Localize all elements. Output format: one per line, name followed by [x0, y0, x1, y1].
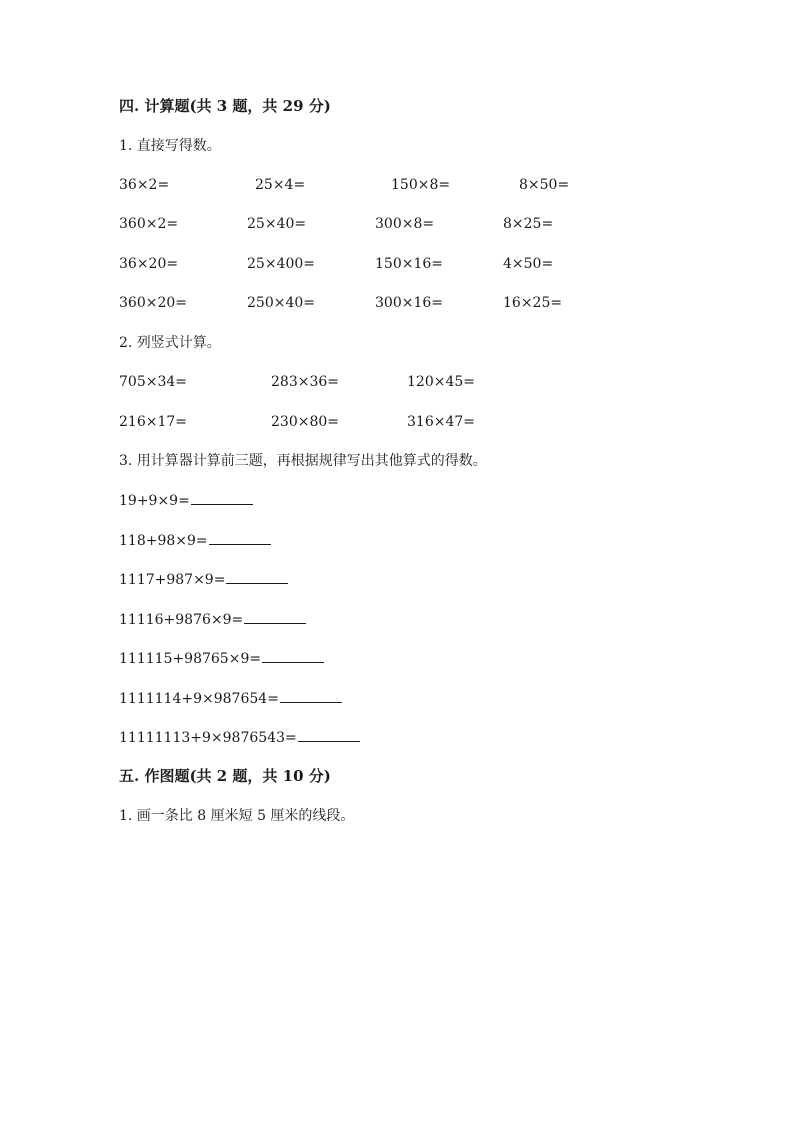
mental-math-item: 36×2= — [119, 177, 170, 193]
pattern-item — [119, 609, 306, 630]
pattern-item — [119, 648, 324, 669]
mental-math-item: 25×40= — [247, 216, 307, 232]
question-1-title: 1. 直接写得数。 — [119, 138, 221, 154]
pattern-item — [119, 727, 360, 748]
pattern-expression: 118+98×9= — [119, 533, 208, 549]
answer-blank[interactable] — [191, 490, 253, 505]
pattern-expression: 111115+98765×9= — [119, 651, 262, 667]
vertical-calc-item: 283×36= — [271, 374, 339, 390]
mental-math-item: 8×25= — [503, 216, 554, 232]
mental-math-item: 300×8= — [375, 216, 435, 232]
pattern-expression: 11111113+9×9876543= — [119, 730, 297, 746]
vertical-calc-item: 316×47= — [407, 414, 475, 430]
vertical-calc-item: 230×80= — [271, 414, 339, 430]
answer-blank[interactable] — [280, 688, 342, 703]
answer-blank[interactable] — [226, 569, 288, 584]
answer-blank[interactable] — [244, 609, 306, 624]
mental-math-item: 250×40= — [247, 295, 315, 311]
vertical-calc-item: 705×34= — [119, 374, 187, 390]
mental-math-item: 360×20= — [119, 295, 187, 311]
answer-blank[interactable] — [262, 648, 324, 663]
pattern-item — [119, 688, 342, 709]
mental-math-item: 36×20= — [119, 256, 179, 272]
section-4-title: 四. 计算题(共 3 题，共 29 分) — [119, 97, 331, 115]
pattern-item — [119, 530, 271, 551]
mental-math-item: 8×50= — [519, 177, 570, 193]
mental-math-item: 150×8= — [391, 177, 451, 193]
mental-math-item: 300×16= — [375, 295, 443, 311]
mental-math-item: 25×4= — [255, 177, 306, 193]
section-5-title: 五. 作图题(共 2 题，共 10 分) — [119, 767, 331, 785]
mental-math-item: 360×2= — [119, 216, 179, 232]
mental-math-item: 150×16= — [375, 256, 443, 272]
question-2-title: 2. 列竖式计算。 — [119, 335, 221, 351]
vertical-calc-item: 120×45= — [407, 374, 475, 390]
pattern-item — [119, 490, 253, 511]
pattern-item — [119, 569, 288, 590]
drawing-question-1-title: 1. 画一条比 8 厘米短 5 厘米的线段。 — [119, 808, 355, 824]
question-3-title: 3. 用计算器计算前三题，再根据规律写出其他算式的得数。 — [119, 453, 487, 469]
answer-blank[interactable] — [209, 530, 271, 545]
answer-blank[interactable] — [298, 727, 360, 742]
pattern-expression: 1111114+9×987654= — [119, 691, 279, 707]
mental-math-item: 16×25= — [503, 295, 563, 311]
pattern-expression: 1117+987×9= — [119, 572, 226, 588]
pattern-expression: 11116+9876×9= — [119, 612, 244, 628]
mental-math-item: 25×400= — [247, 256, 315, 272]
mental-math-item: 4×50= — [503, 256, 554, 272]
pattern-expression: 19+9×9= — [119, 493, 190, 509]
vertical-calc-item: 216×17= — [119, 414, 187, 430]
